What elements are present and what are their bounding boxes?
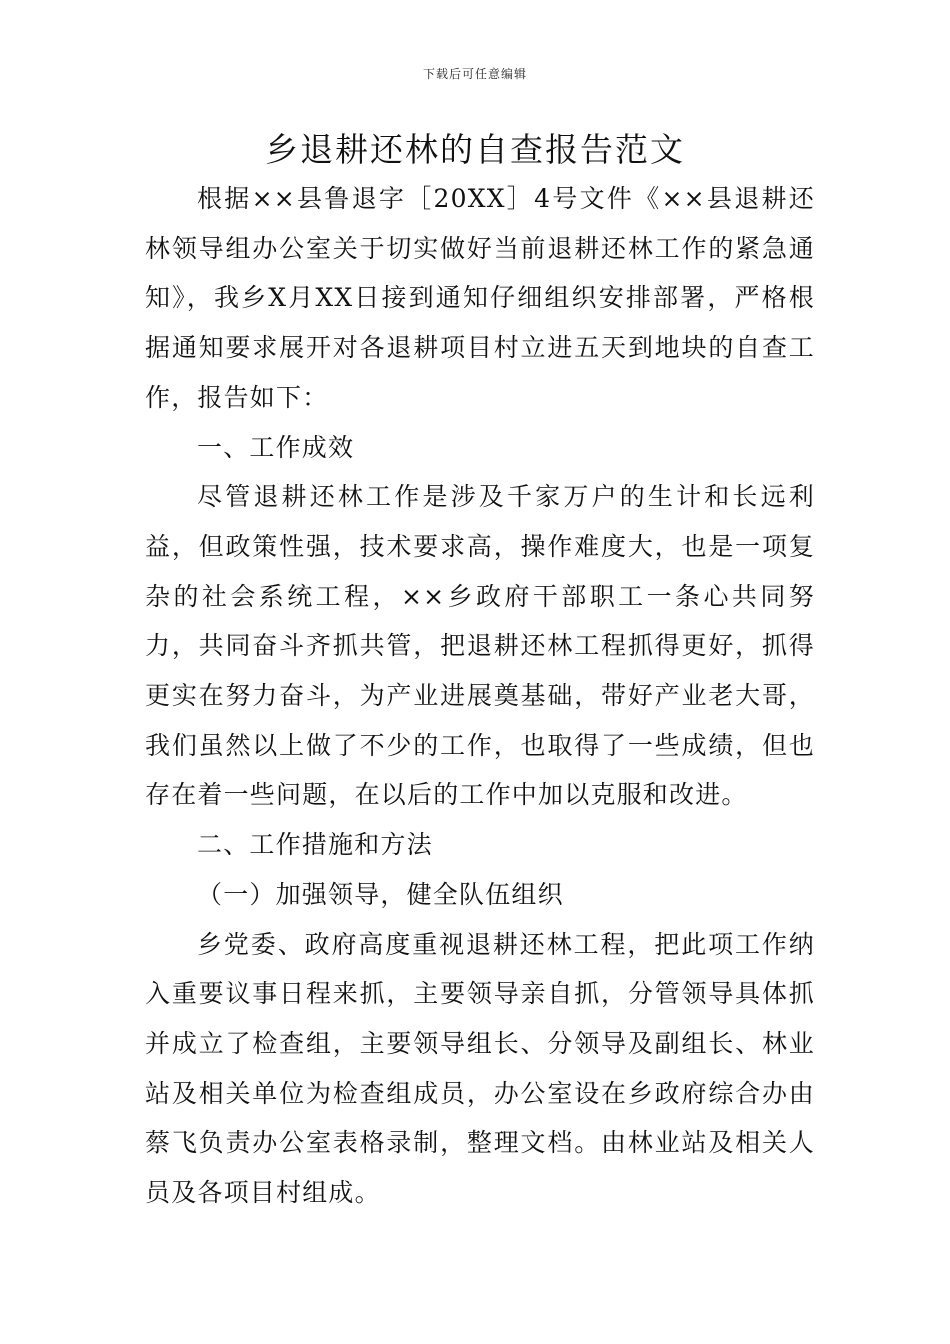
document-body bbox=[145, 174, 815, 1218]
paragraph-leadership: 乡党委、政府高度重视退耕还林工程，把此项工作纳入重要议事日程来抓，主要领导亲自抓，分管领导具体抓并成立了检查组，主要领导组长、分领导及副组长、林业站及相关单位为检查组成员，办公室设在乡政府综合办由蔡飞负责办公室表格录制，整理文档。由林业站及相关人员及各项目村组成。 bbox=[145, 929, 815, 1208]
section-heading-1: 一、工作成效 bbox=[197, 432, 355, 462]
paragraph-intro: 根据××县鲁退字［20XX］4号文件《××县退耕还林领导组办公室关于切实做好当前退耕还林工作的紧急通知》，我乡X月XX日接到通知仔细组织安排部署，严格根据通知要求展开对各退耕项目村立进五天到地块的自查工作，报告如下： bbox=[145, 184, 815, 412]
header-note: 下载后可任意编辑 bbox=[422, 67, 527, 81]
section-heading-2: 二、工作措施和方法 bbox=[197, 830, 433, 860]
document-title: 乡退耕还林的自查报告范文 bbox=[265, 130, 685, 169]
subsection-heading-2-1: （一）加强领导，健全队伍组织 bbox=[197, 879, 564, 909]
paragraph-results: 尽管退耕还林工作是涉及千家万户的生计和长远利益，但政策性强，技术要求高，操作难度大，也是一项复杂的社会系统工程，××乡政府干部职工一条心共同努力，共同奋斗齐抓共管，把退耕还林工程抓得更好，抓得更实在努力奋斗，为产业进展奠基础，带好产业老大哥，我们虽然以上做了不少的工作，也取得了一些成绩，但也存在着一些问题，在以后的工作中加以克服和改进。 bbox=[145, 482, 815, 810]
